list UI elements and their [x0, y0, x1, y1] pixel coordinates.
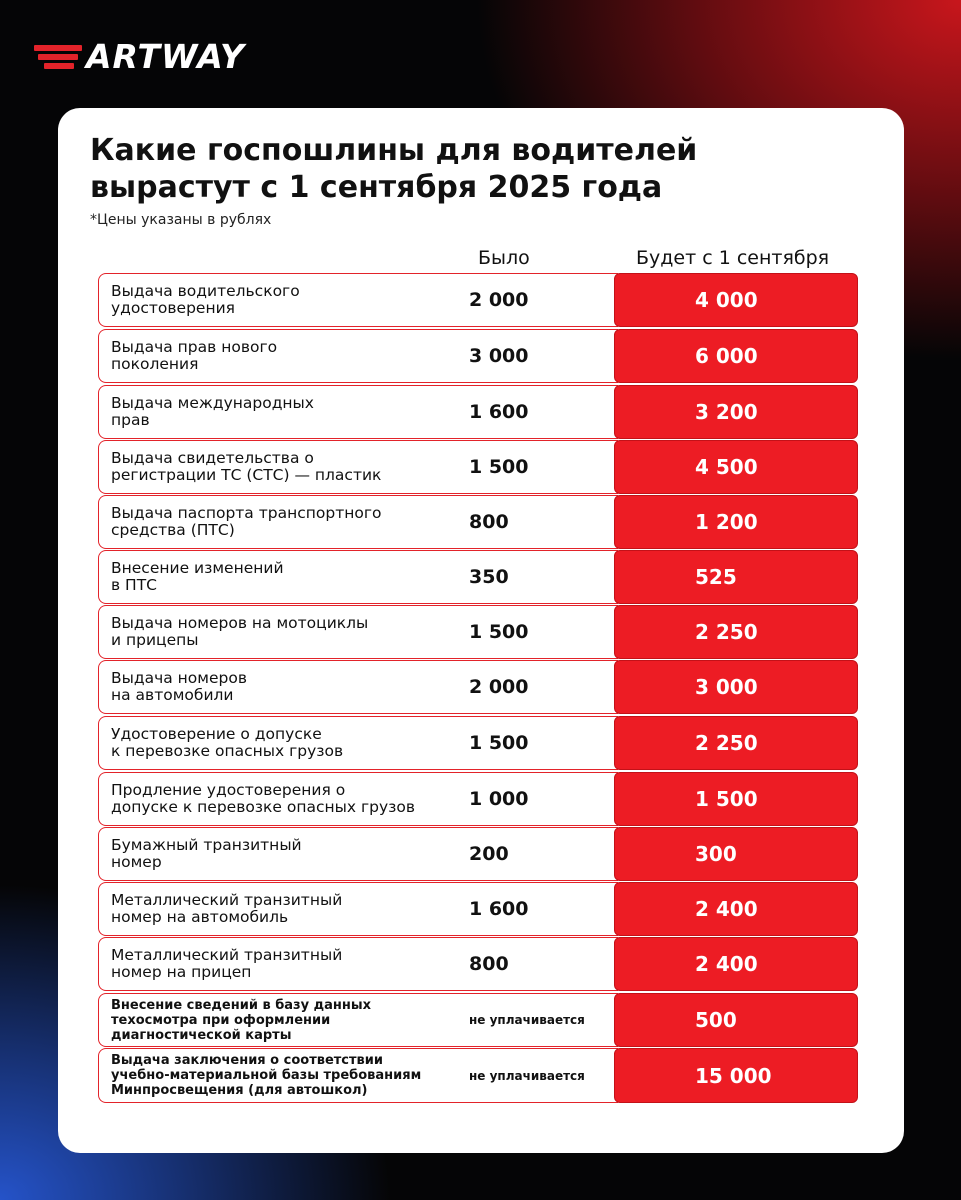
fee-new-value: 1 500 [614, 772, 858, 826]
fee-label: Внесение изменений в ПТС [111, 559, 284, 594]
fee-old-value: 2 000 [469, 676, 529, 698]
fee-label: Выдача водительского удостоверения [111, 282, 300, 317]
fee-new-value: 525 [614, 550, 858, 604]
speed-lines-icon [34, 41, 82, 71]
fee-label: Выдача паспорта транспортного средства (ПТС) [111, 504, 382, 539]
row-cell-left [98, 273, 618, 327]
table-row [98, 716, 858, 770]
fee-label: Выдача заключения о соответствии учебно-материальной базы требованиям Минпросвещения (для автошкол) [111, 1053, 422, 1098]
fee-new-value: 4 500 [614, 440, 858, 494]
row-cell-left [98, 440, 618, 494]
fee-new-value: 500 [614, 993, 858, 1047]
fee-old-value: 1 600 [469, 898, 529, 920]
fee-new-value: 3 200 [614, 385, 858, 439]
table-row [98, 937, 858, 991]
column-header-old: Было [478, 247, 530, 269]
table-row [98, 550, 858, 604]
table-row [98, 772, 858, 826]
brand-name: ARTWAY [86, 36, 245, 76]
row-cell-left [98, 385, 618, 439]
row-cell-left [98, 550, 618, 604]
fee-new-value: 300 [614, 827, 858, 881]
row-cell-left [98, 937, 618, 991]
table-row [98, 329, 858, 383]
fee-label: Выдача номеров на мотоциклы и прицепы [111, 614, 369, 649]
fee-new-value: 2 400 [614, 937, 858, 991]
fee-new-value: 6 000 [614, 329, 858, 383]
row-cell-left [98, 882, 618, 936]
fee-label: Выдача прав нового поколения [111, 338, 278, 373]
fee-new-value: 3 000 [614, 660, 858, 714]
fee-label: Бумажный транзитный номер [111, 836, 302, 871]
fee-new-value: 1 200 [614, 495, 858, 549]
fee-label: Внесение сведений в базу данных техосмотра при оформлении диагностической карты [111, 997, 371, 1043]
row-cell-left [98, 716, 618, 770]
fee-new-value: 4 000 [614, 273, 858, 327]
table-row [98, 605, 858, 659]
row-cell-left [98, 1048, 618, 1103]
fee-new-value: 2 400 [614, 882, 858, 936]
fee-old-value: 350 [469, 566, 509, 588]
column-header-new: Будет с 1 сентября [636, 247, 830, 269]
fee-label: Металлический транзитный номер на автомобиль [111, 891, 343, 926]
row-cell-left [98, 772, 618, 826]
fee-old-value: не уплачивается [469, 1068, 585, 1083]
fee-new-value: 2 250 [614, 605, 858, 659]
row-cell-left [98, 329, 618, 383]
table-row [98, 882, 858, 936]
brand-logo [34, 38, 245, 74]
fee-old-value: 2 000 [469, 289, 529, 311]
table-row [98, 385, 858, 439]
fee-old-value: 800 [469, 953, 509, 975]
fee-old-value: 200 [469, 843, 509, 865]
table-row [98, 993, 858, 1047]
row-cell-left [98, 660, 618, 714]
page-title: Какие госпошлины для водителей вырастут с 1 сентября 2025 года [90, 133, 698, 205]
row-cell-left [98, 495, 618, 549]
fee-label: Выдача свидетельства о регистрации ТС (СТС) — пластик [111, 449, 382, 484]
table-row [98, 273, 858, 327]
fees-card [58, 108, 904, 1153]
row-cell-left [98, 605, 618, 659]
fee-old-value: 1 600 [469, 401, 529, 423]
fee-old-value: 3 000 [469, 345, 529, 367]
table-row [98, 440, 858, 494]
fee-old-value: 1 000 [469, 788, 529, 810]
fee-label: Выдача номеров на автомобили [111, 669, 247, 704]
fee-new-value: 15 000 [614, 1048, 858, 1103]
fee-label: Удостоверение о допуске к перевозке опасных грузов [111, 725, 344, 760]
row-cell-left [98, 993, 618, 1047]
fee-old-value: не уплачивается [469, 1013, 585, 1027]
fee-new-value: 2 250 [614, 716, 858, 770]
table-row [98, 495, 858, 549]
table-row [98, 660, 858, 714]
fee-old-value: 1 500 [469, 621, 529, 643]
fee-label: Металлический транзитный номер на прицеп [111, 946, 343, 981]
table-row [98, 827, 858, 881]
currency-note: *Цены указаны в рублях [90, 212, 272, 228]
fee-label: Выдача международных прав [111, 394, 314, 429]
fee-label: Продление удостоверения о допуске к перевозке опасных грузов [111, 781, 415, 816]
fee-old-value: 800 [469, 511, 509, 533]
fee-old-value: 1 500 [469, 456, 529, 478]
row-cell-left [98, 827, 618, 881]
table-row [98, 1048, 858, 1103]
fee-old-value: 1 500 [469, 732, 529, 754]
